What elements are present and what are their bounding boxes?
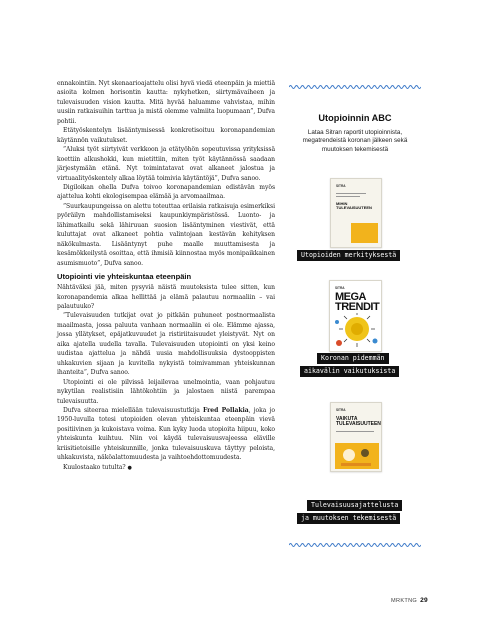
article-paragraph: Nähtäväksi jää, miten pysyviä näistä muutoksista tulee sitten, kun koronapandemia alkaa hellittää ja elämä palautuu normaaliin – vai palautuuko?: [57, 284, 275, 310]
cover-accent-block: [351, 223, 378, 243]
wave-divider-bottom: [289, 541, 421, 549]
sidebar-title: Utopioinnin ABC: [318, 113, 392, 123]
report-label-3-line-2[interactable]: ja muutoksen tekemisestä: [297, 513, 400, 524]
article-paragraph: ”Tulevaisuuden tutkijat ovat jo pitkään puhuneet postnormaalista maailmasta, jossa paluuta vanhaan normaaliin ei ole. Elämme ajassa, jossa yllätykset, epäjatkuvuudet ja ristiriitaisuudet yleistyvät. Nyt on aika ajatella uudella tavalla. Tulevaisuuden utopiointi on yksi keino uudistaa ajattelua ja nähdä uusia mahdollisuuksia dystooppisten uhkakuvien sijaan ja kuvitella nykyistä toimivamman yhteiskunnan ihanteita”, Dufva sanoo.: [57, 312, 275, 377]
wave-divider-top: [289, 83, 421, 91]
article-paragraph: Etätyöskentelyn lisääntymisessä konkretisoituu koronapandemian käytännön vaikutukset.: [57, 127, 275, 144]
closing-line: Kuulostaako tutulta?: [63, 463, 126, 471]
article-column: [57, 79, 275, 473]
report-cover-3[interactable]: [330, 402, 382, 472]
cover-title: MIHIN TULEVAISUUTEEN: [336, 201, 372, 211]
report-cover-2[interactable]: [329, 280, 382, 352]
paragraph-text: Dufva siteeraa mielellään tulevaisuustutkija: [63, 406, 203, 414]
page-footer: [391, 597, 428, 604]
article-paragraph: Digiloikan ohella Dufva toivoo koronapandemian edistävän myös ajattelua kohti ekologisempaa elämää ja arvomaailmaa.: [57, 183, 275, 201]
article-paragraph: [57, 406, 275, 463]
page-number: 29: [420, 597, 428, 604]
cover-illustration: [331, 437, 382, 472]
report-label-1[interactable]: Utopioiden merkityksestä: [297, 250, 400, 261]
cover-brand: SITRA: [335, 286, 345, 290]
cover-rule: [336, 193, 366, 194]
sidebar-box: [289, 83, 421, 154]
report-label-3-line-1[interactable]: Tulevaisuusajattelusta: [307, 500, 402, 511]
article-paragraph: [57, 463, 275, 473]
cover-rule: [336, 431, 374, 432]
article-subheading: Utopiointi vie yhteiskuntaa eteenpäin: [57, 272, 192, 282]
end-mark: ●: [127, 464, 132, 471]
cover-title: VAIKUTA TULEVAISUUTEEN: [336, 416, 381, 428]
sidebar-description: Lataa Sitran raportit utopioinnista, megatrendeistä koronan jälkeen sekä muutoksen tekemisestä: [302, 129, 408, 153]
article-paragraph: ”Aluksi työt siirtyivät verkkoon ja etätyöhön sopeutuvissa yrityksissä koettiin alkushokki, kun mietittiin, miten työt käytännössä saadaan järjestymään etänä. Nyt toimintatavat ovat alkaneet jalostua ja virtuaalityöskentely alkaa löytää toimivia käytäntöjä”, Dufva sanoo.: [57, 146, 275, 182]
article-paragraph: ”Suurkaupungeissa on alettu toteuttaa erilaisia ratkaisuja esimerkiksi pyöräilyn mahdollistamiseksi kaupunkiympäristössä. Luonto- ja lähimatkailu sekä lähiruuan suosion lisääntyminen viestivät, että kuluttajat ovat alkaneet pohtia valintojaan kestävän kehityksen näkökulmasta. Lisääntynyt puhe maalle muuttamisesta ja kesämökkeilystä osoittaa, että ihmisiä kiinnostaa myös monipaikkainen asumismuoto”, Dufva sanoo.: [57, 202, 275, 267]
cover-brand: SITRA: [336, 184, 346, 188]
person-name: Fred Pollakia: [203, 406, 249, 414]
report-cover-1[interactable]: [330, 178, 382, 248]
article-paragraph: Utopiointi ei ole pilvissä leijailevaa unelmointia, vaan pohjautuu nykytilan realistisiin lähtökohtiin ja jalostaen niistä parempaa tulevaisuutta.: [57, 378, 275, 405]
cover-rule: [336, 196, 360, 197]
magazine-name: MRKTNG: [391, 598, 418, 604]
virus-graphic: [330, 313, 382, 352]
article-paragraph: ennakointiin. Nyt skenaarioajattelu olisi hyvä viedä eteenpäin ja miettiä asioita kolmen horisontin kautta: nykyhetken, siirtymävaiheen ja tulevaisuuden vision kautta. Mitä hyvää haluamme vahvistaa, mihin uusiin ratkaisuihin tarttua ja mistä olemme valmiita luopumaan”, Dufva pohtii.: [57, 80, 275, 125]
report-label-2-line-2[interactable]: aikavälin vaikutuksista: [300, 366, 399, 377]
cover-brand: SITRA: [336, 408, 346, 412]
report-label-2-line-1[interactable]: Koronan pidemmän: [317, 353, 389, 364]
cover-title: MEGA TRENDIT: [335, 291, 380, 313]
paragraph-text: , joka jo 1950-luvulla totesi utopioiden olevan yhteiskuntaa eteenpäin vievä positiivinen ja kukoistava voima. Kun kyky luoda utopioita hiipuu, koko yhteiskunta kuihtuu. Niin voi käydä tulevaisuusvajeessa eläville kriisitietoisille yhteiskunnille, jonka tulevaisuuskuva täyttyy peloista, uhkakuvista, näköalattomuudesta ja vaihtoehdottomuudesta.: [57, 406, 275, 462]
